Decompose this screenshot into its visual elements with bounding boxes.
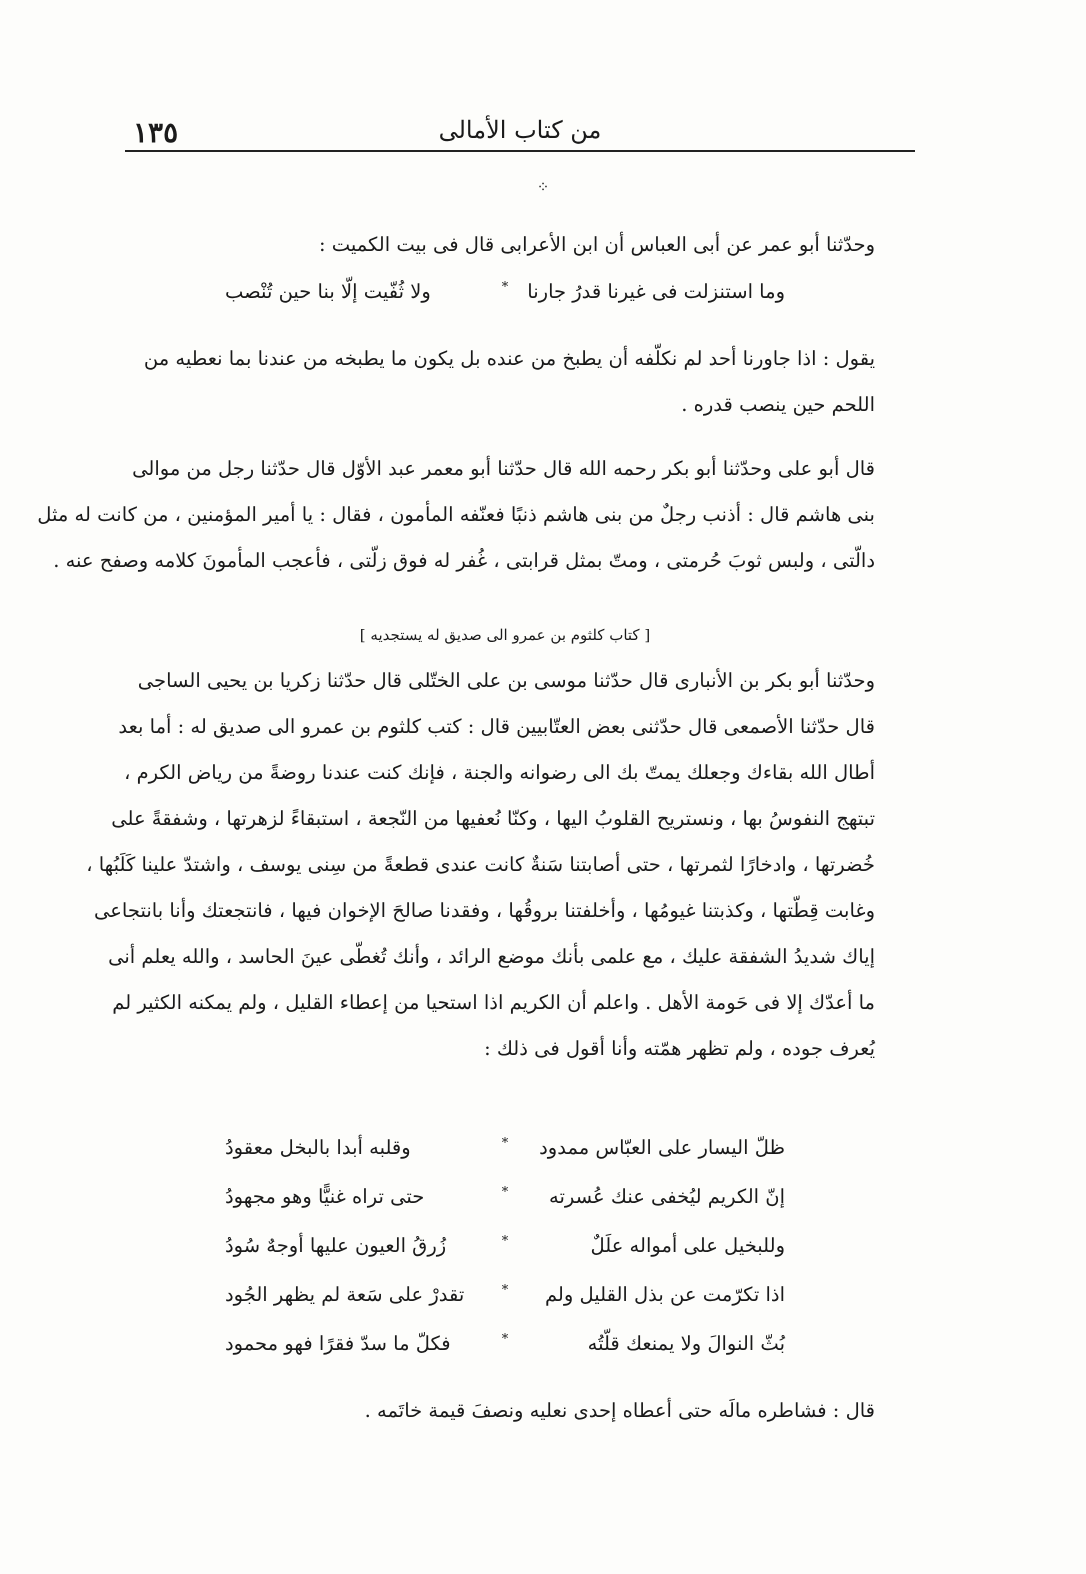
section-2 xyxy=(37,446,875,584)
paragraph-line: أطال الله بقاءك وجعلك يمتّ بك الى رضوانه والجنة ، فإنك كنت عندنا روضةً من رياض الكرم ، xyxy=(124,761,875,784)
verse-second-hemistich: ولا ثُفّيت إلّا بنا حين تُنْصب xyxy=(225,280,431,303)
poem-separator: * xyxy=(501,1283,509,1298)
paragraph-line: بنى هاشم قال : أذنب رجلٌ من بنى هاشم ذنبًا فعنّفه المأمون ، فقال : يا أمير المؤمنين ، من كانت له مثل xyxy=(37,503,875,526)
poem-line xyxy=(135,1234,875,1283)
paragraph-line: تبتهج النفوسُ بها ، ونستريح القلوبُ اليها ، وكنّا نُعفيها من النّجعة ، استبقاءً لزهرتها ، وشفقةً على xyxy=(111,807,875,830)
verse-line xyxy=(135,280,875,329)
paragraph-line: خُضرتها ، وادخارًا لثمرتها ، حتى أصابتنا سَنةٌ كانت عندى قطعةً من سِنى يوسف ، واشتدّ علينا كَلَبُها ، xyxy=(86,853,875,876)
paragraph-line: قال حدّثنا الأصمعى قال حدّثنى بعض العتّابيين قال : كتب كلثوم بن عمرو الى صديق له : أما بعد xyxy=(118,715,875,738)
closing-paragraph xyxy=(135,1388,875,1434)
section-heading-text: [ كتاب كلثوم بن عمرو الى صديق له يستجديه ] xyxy=(359,626,651,644)
paragraph-line: وغابت قِطّتها ، وكذبتنا غيومُها ، وأخلفتنا بروقُها ، وفقدنا صالحَ الإخوان فيها ، فانتجعتك وأنا بانتجاعى xyxy=(94,899,875,922)
paragraph-line: قال : فشاطره مالَه حتى أعطاه إحدى نعليه ونصفَ قيمة خاتَمه . xyxy=(364,1399,875,1422)
poem-line xyxy=(135,1332,875,1381)
poem-first-hemistich: إنّ الكريم ليُخفى عنك عُسرته xyxy=(549,1185,785,1208)
poem-separator: * xyxy=(501,1185,509,1200)
poem-second-hemistich: تقدرْ على سَعة لم يظهر الجُود xyxy=(225,1283,465,1306)
poem-separator: * xyxy=(501,1234,509,1249)
poem-second-hemistich: فكلّ ما سدّ فقرًا فهو محمود xyxy=(225,1332,451,1355)
section-heading xyxy=(135,612,875,658)
poem-separator: * xyxy=(501,1136,509,1151)
poem-separator: * xyxy=(501,1332,509,1347)
poem-first-hemistich: اذا تكرّمت عن بذل القليل ولم xyxy=(544,1283,785,1306)
paragraph-line: إياك شديدُ الشفقة عليك ، مع علمى بأنك موضع الرائد ، وأنك تُغطّى عينَ الحاسد ، والله يعلم أنى xyxy=(108,945,875,968)
paragraph-line: دالّتى ، ولبس ثوبَ حُرمتى ، ومتّ بمثل قرابتى ، غُفر له فوق زلّتى ، فأعجب المأمونَ كلامه وصفح عنه . xyxy=(53,549,875,572)
paragraph-line: اللحم حين ينصب قدره . xyxy=(681,393,875,416)
poem-first-hemistich: وللبخيل على أمواله علَلٌ xyxy=(590,1234,785,1257)
kumayt-verse xyxy=(135,280,875,329)
poem-first-hemistich: ظلّ اليسار على العبّاس ممدود xyxy=(539,1136,785,1159)
paragraph-line: يُعرف جوده ، ولم تظهر همّته وأنا أقول فى ذلك : xyxy=(484,1037,875,1060)
running-title: من كتاب الأمالى xyxy=(438,116,602,144)
poem-line xyxy=(135,1283,875,1332)
poem-line xyxy=(135,1185,875,1234)
poem-first-hemistich: بُثّ النوالَ ولا يمنعك قلّتُه xyxy=(587,1332,785,1355)
section-ornament: ⁘ xyxy=(536,178,550,196)
poem-second-hemistich: حتى تراه غنيًّا وهو مجهودُ xyxy=(225,1185,425,1208)
verse-gloss xyxy=(135,336,875,428)
paragraph-line: ما أعدّك إلا فى حَومة الأهل . واعلم أن الكريم اذا استحيا من إعطاء القليل ، ولم يمكنه الكثير لم xyxy=(112,991,875,1014)
paragraph-line: وحدّثنا أبو عمر عن أبى العباس أن ابن الأعرابى قال فى بيت الكميت : xyxy=(318,233,875,256)
verse-first-hemistich: وما استنزلت فى غيرنا قدرُ جارنا xyxy=(527,280,785,303)
section-1 xyxy=(135,222,875,268)
page-header xyxy=(125,100,915,148)
paragraph-line: وحدّثنا أبو بكر بن الأنبارى قال حدّثنا موسى بن على الختّلى قال حدّثنا زكريا بن يحيى الساجى xyxy=(137,669,875,692)
poem-second-hemistich: زُرقُ العيون عليها أوجهٌ سُودُ xyxy=(225,1234,447,1257)
poem-line xyxy=(135,1136,875,1185)
page-number: ١٣٥ xyxy=(133,116,179,149)
paragraph-line: يقول : اذا جاورنا أحد لم نكلّفه أن يطبخ من عنده بل يكون ما يطبخه من عندنا بما نعطيه من xyxy=(143,347,875,370)
poem xyxy=(135,1136,875,1381)
section-3 xyxy=(86,658,875,1072)
verse-separator: * xyxy=(501,280,509,295)
poem-second-hemistich: وقلبه أبدا بالبخل معقودُ xyxy=(225,1136,411,1159)
paragraph-line: قال أبو على وحدّثنا أبو بكر رحمه الله قال حدّثنا أبو معمر عبد الأوّل قال حدّثنا رجل من موالى xyxy=(132,457,875,480)
header-rule xyxy=(125,150,915,152)
